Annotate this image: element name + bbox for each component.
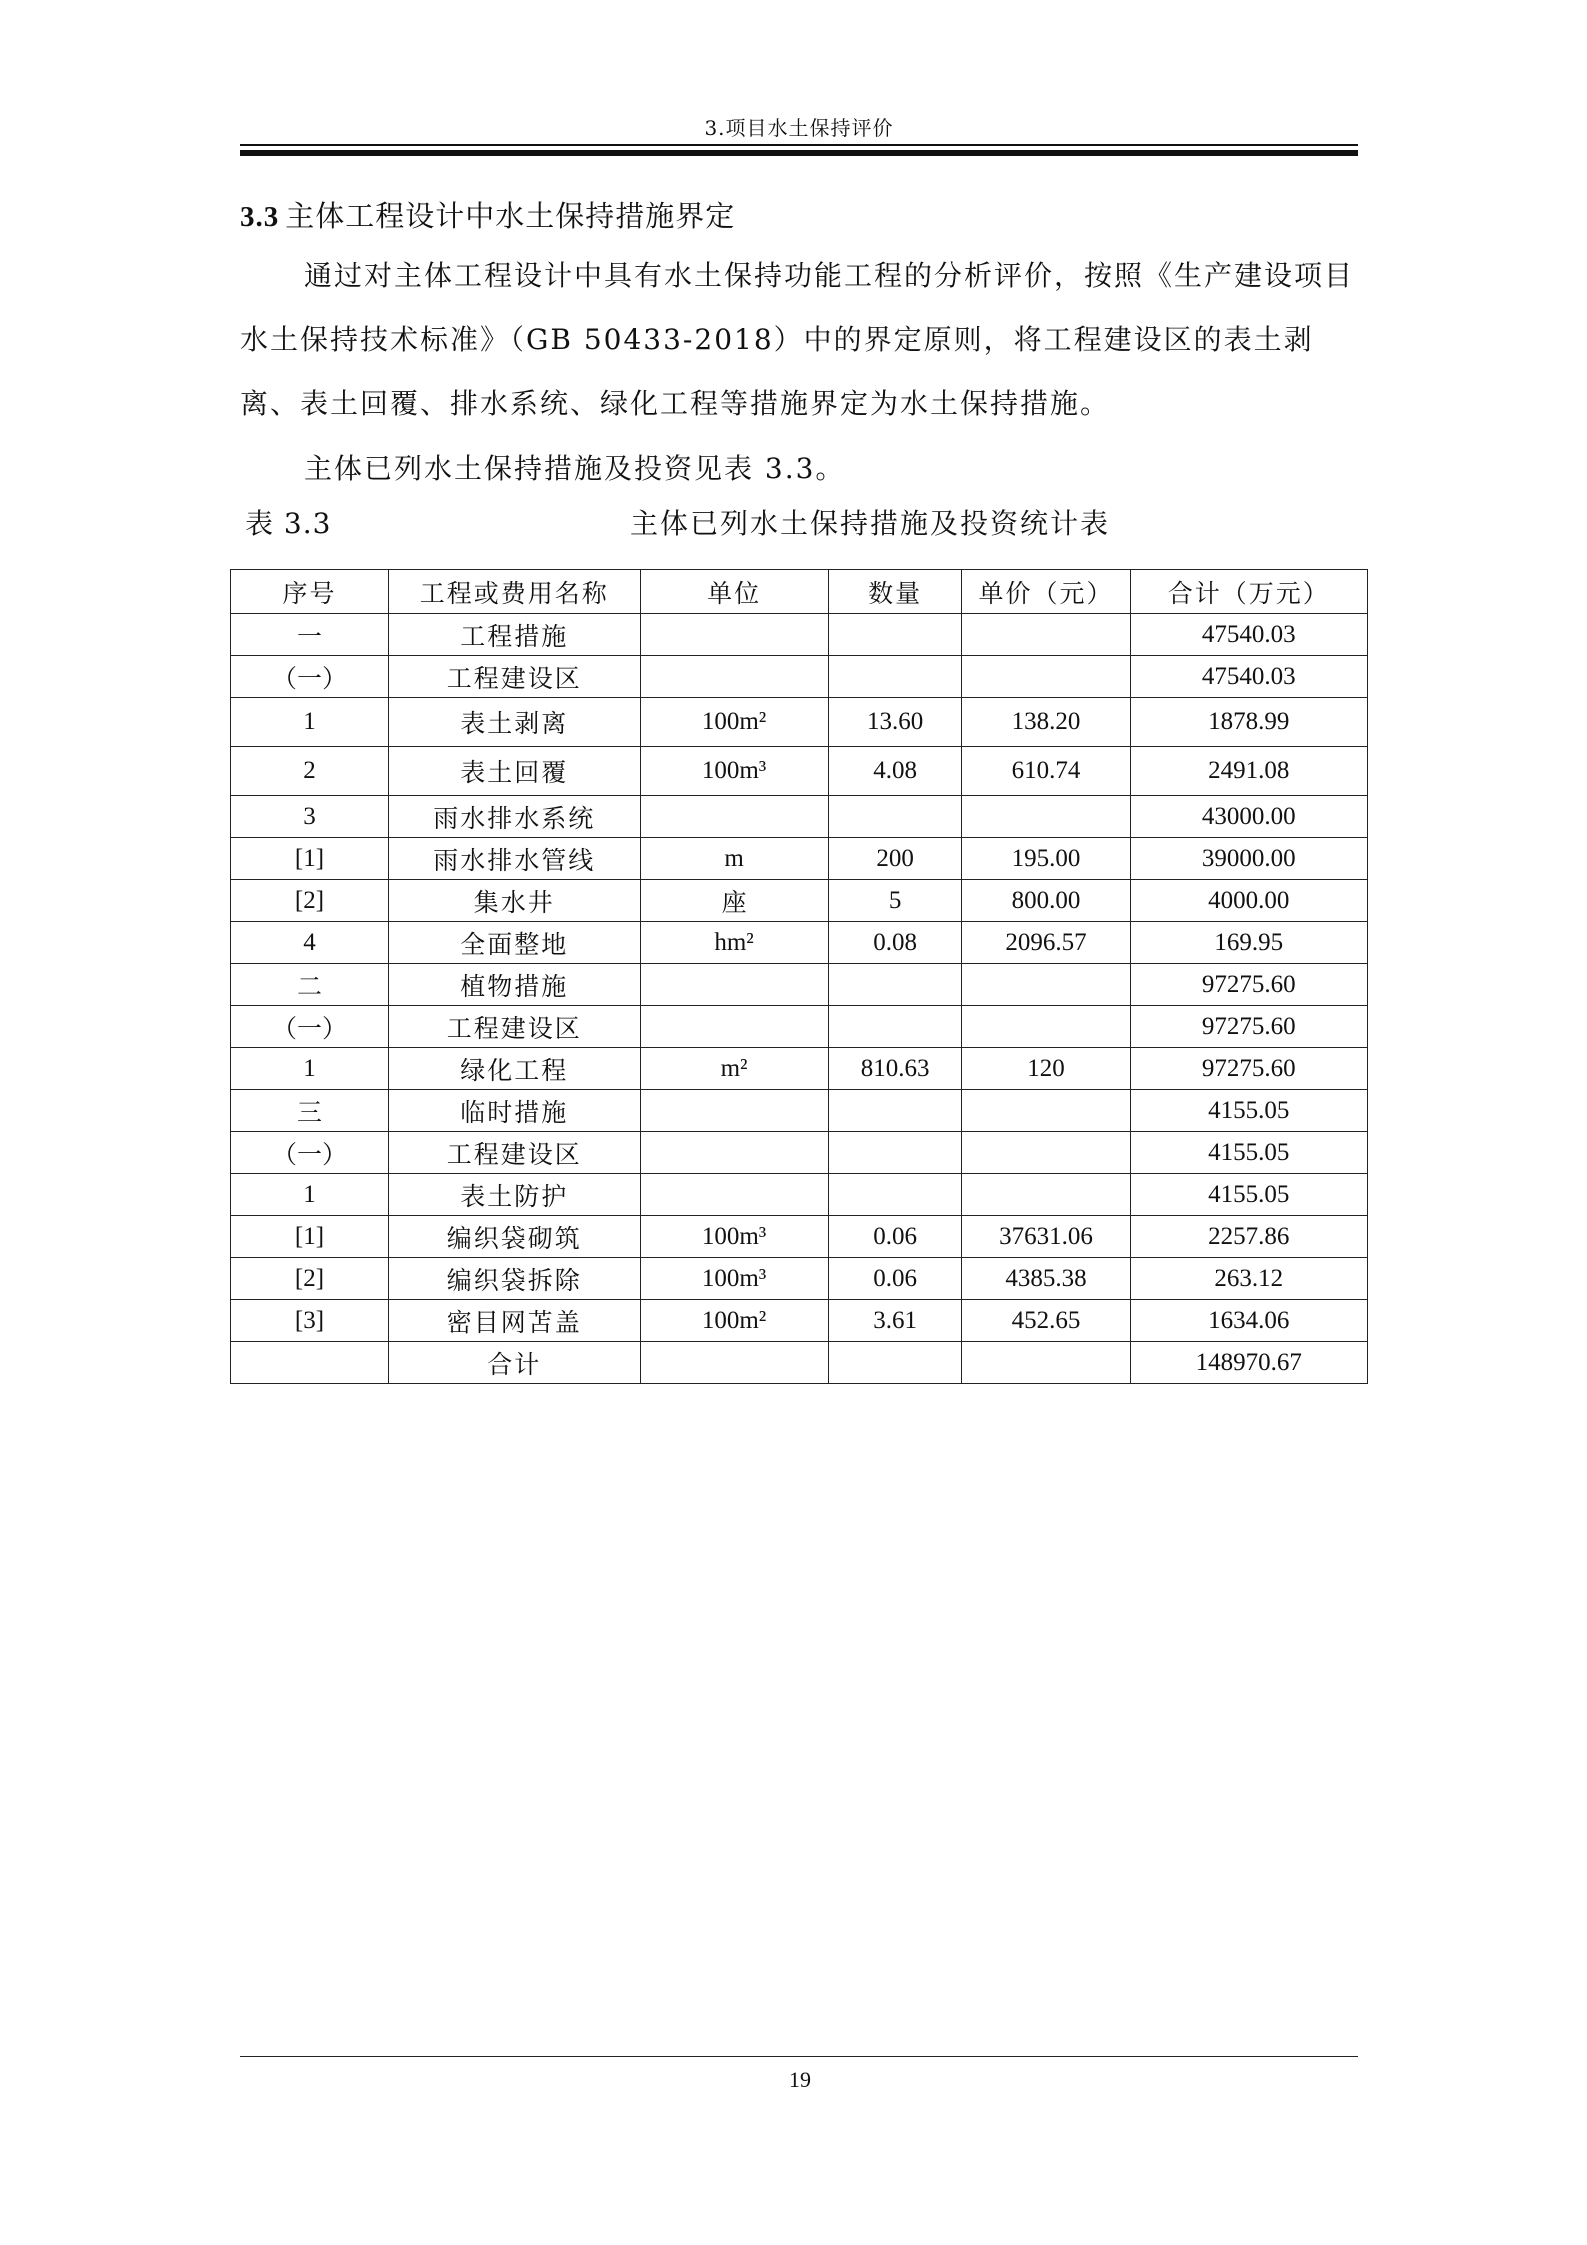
cell-name: 工程建设区 [388,1006,640,1048]
cell-total: 263.12 [1130,1258,1367,1300]
cell-unit: m [640,838,828,880]
cell-total: 43000.00 [1130,796,1367,838]
cell-seq: 三 [231,1090,389,1132]
cell-seq [231,1342,389,1384]
table-row [231,1174,1368,1216]
cell-seq: 1 [231,698,389,747]
header-total: 合计（万元） [1130,570,1367,614]
cell-total: 97275.60 [1130,1006,1367,1048]
cell-name: 密目网苫盖 [388,1300,640,1342]
cell-unit-price: 800.00 [962,880,1130,922]
cell-unit-price: 120 [962,1048,1130,1090]
cell-name: 表土剥离 [388,698,640,747]
cell-total: 148970.67 [1130,1342,1367,1384]
page-number: 19 [789,2067,811,2092]
cell-total: 47540.03 [1130,614,1367,656]
cell-unit-price [962,1174,1130,1216]
cell-unit-price [962,1132,1130,1174]
table-row [231,747,1368,796]
table-row [231,964,1368,1006]
cell-unit [640,964,828,1006]
cell-total: 2257.86 [1130,1216,1367,1258]
header-rule-thin [240,144,1358,146]
cell-unit-price [962,656,1130,698]
header-seq: 序号 [231,570,389,614]
cell-unit: 100m³ [640,1216,828,1258]
footer-rule [240,2056,1358,2057]
table-row [231,1048,1368,1090]
cell-quantity [828,614,962,656]
cell-unit [640,1132,828,1174]
cell-name: 雨水排水管线 [388,838,640,880]
cell-unit: 100m² [640,698,828,747]
section-heading [240,194,735,235]
cell-total: 1634.06 [1130,1300,1367,1342]
cell-name: 工程建设区 [388,656,640,698]
section-number: 3.3 [240,201,280,233]
cell-name: 合计 [388,1342,640,1384]
cell-name: 编织袋拆除 [388,1258,640,1300]
table-row [231,796,1368,838]
header-unit: 单位 [640,570,828,614]
cell-unit [640,1090,828,1132]
cell-unit: 100m³ [640,1258,828,1300]
cell-unit [640,1174,828,1216]
cell-unit-price [962,614,1130,656]
table-total-row [231,1342,1368,1384]
cell-unit: 座 [640,880,828,922]
cell-unit [640,1006,828,1048]
cell-unit-price: 2096.57 [962,922,1130,964]
header-name: 工程或费用名称 [388,570,640,614]
cell-total: 169.95 [1130,922,1367,964]
investment-table [230,569,1368,1384]
header-unit-price: 单价（元） [962,570,1130,614]
cell-unit [640,614,828,656]
cell-name: 全面整地 [388,922,640,964]
table-row [231,1090,1368,1132]
table-row [231,922,1368,964]
cell-unit-price: 452.65 [962,1300,1130,1342]
table-row [231,1216,1368,1258]
cell-seq: 4 [231,922,389,964]
cell-total: 2491.08 [1130,747,1367,796]
cell-unit [640,656,828,698]
table-row [231,1132,1368,1174]
table-row [231,614,1368,656]
header-quantity: 数量 [828,570,962,614]
table-row [231,1006,1368,1048]
cell-seq: [1] [231,1216,389,1258]
cell-seq: 二 [231,964,389,1006]
cell-unit-price: 610.74 [962,747,1130,796]
cell-name: 集水井 [388,880,640,922]
running-header: 3.项目水土保持评价 [704,116,894,140]
table-caption-number: 表 3.3 [245,507,332,540]
cell-unit-price [962,1090,1130,1132]
cell-unit-price [962,1342,1130,1384]
cell-name: 表土回覆 [388,747,640,796]
cell-seq: （一） [231,656,389,698]
cell-unit-price [962,964,1130,1006]
cell-quantity [828,1006,962,1048]
cell-unit-price: 138.20 [962,698,1130,747]
cell-seq: [3] [231,1300,389,1342]
cell-unit: 100m² [640,1300,828,1342]
table-caption-title: 主体已列水土保持措施及投资统计表 [629,507,1110,540]
cell-quantity: 0.08 [828,922,962,964]
cell-name: 绿化工程 [388,1048,640,1090]
cell-quantity [828,1342,962,1384]
table-row [231,1258,1368,1300]
cell-quantity [828,1132,962,1174]
cell-seq: （一） [231,1132,389,1174]
cell-quantity [828,1090,962,1132]
cell-quantity [828,1174,962,1216]
header-rule-thick [240,150,1358,156]
cell-unit: hm² [640,922,828,964]
body-paragraph-2: 主体已列水土保持措施及投资见表 3.3。 [304,452,846,485]
cell-total: 1878.99 [1130,698,1367,747]
cell-quantity: 3.61 [828,1300,962,1342]
table-header-row [231,570,1368,614]
cell-name: 工程建设区 [388,1132,640,1174]
cell-total: 4155.05 [1130,1174,1367,1216]
cell-seq: [1] [231,838,389,880]
table-row [231,838,1368,880]
cell-seq: 3 [231,796,389,838]
cell-total: 39000.00 [1130,838,1367,880]
cell-total: 4155.05 [1130,1132,1367,1174]
cell-quantity: 4.08 [828,747,962,796]
cell-unit [640,1342,828,1384]
cell-unit-price [962,796,1130,838]
cell-total: 4155.05 [1130,1090,1367,1132]
cell-quantity: 810.63 [828,1048,962,1090]
cell-quantity: 0.06 [828,1216,962,1258]
section-title-text: 主体工程设计中水土保持措施界定 [285,199,736,233]
cell-name: 表土防护 [388,1174,640,1216]
cell-seq: 1 [231,1048,389,1090]
cell-seq: [2] [231,880,389,922]
cell-seq: 2 [231,747,389,796]
cell-quantity [828,656,962,698]
cell-unit: 100m³ [640,747,828,796]
cell-quantity: 0.06 [828,1258,962,1300]
cell-name: 编织袋砌筑 [388,1216,640,1258]
table-row [231,698,1368,747]
cell-unit [640,796,828,838]
cell-seq: （一） [231,1006,389,1048]
cell-total: 97275.60 [1130,964,1367,1006]
cell-quantity: 13.60 [828,698,962,747]
cell-name: 植物措施 [388,964,640,1006]
cell-seq: 1 [231,1174,389,1216]
cell-total: 47540.03 [1130,656,1367,698]
cell-quantity [828,964,962,1006]
cell-quantity [828,796,962,838]
cell-quantity: 200 [828,838,962,880]
cell-seq: 一 [231,614,389,656]
cell-unit: m² [640,1048,828,1090]
cell-name: 雨水排水系统 [388,796,640,838]
table-row [231,656,1368,698]
cell-total: 4000.00 [1130,880,1367,922]
cell-unit-price: 4385.38 [962,1258,1130,1300]
cell-unit-price: 195.00 [962,838,1130,880]
table-row [231,880,1368,922]
cell-total: 97275.60 [1130,1048,1367,1090]
table-row [231,1300,1368,1342]
cell-seq: [2] [231,1258,389,1300]
cell-unit-price [962,1006,1130,1048]
cell-unit-price: 37631.06 [962,1216,1130,1258]
cell-name: 工程措施 [388,614,640,656]
cell-quantity: 5 [828,880,962,922]
body-paragraph-1: 通过对主体工程设计中具有水土保持功能工程的分析评价，按照《生产建设项目水土保持技术标准》（GB 50433-2018）中的界定原则，将工程建设区的表土剥离、表土回覆、排水系统、绿化工程等措施界定为水土保持措施。 [240,259,1355,420]
cell-name: 临时措施 [388,1090,640,1132]
